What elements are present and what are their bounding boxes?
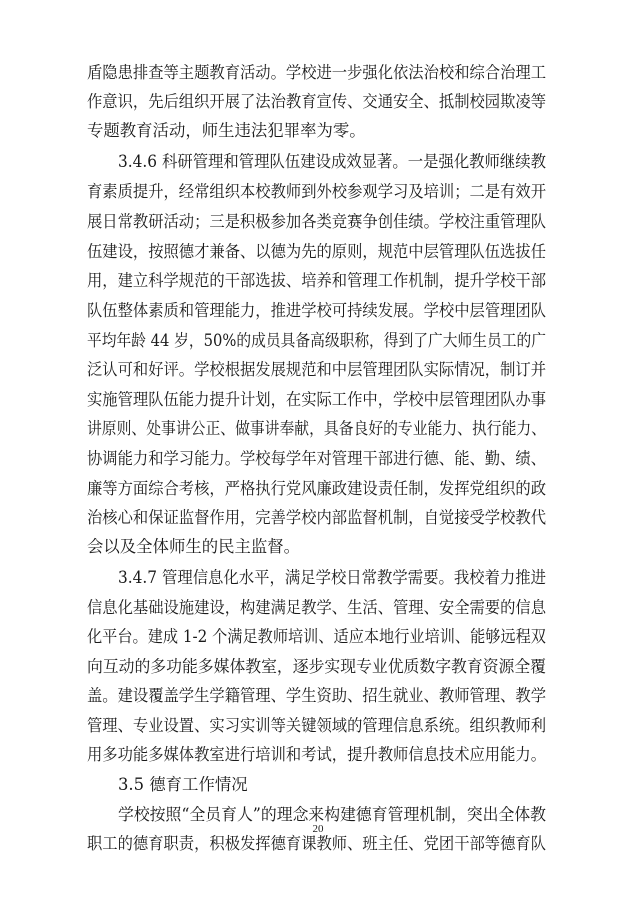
text-line: 实施管理队伍能力提升计划，在实际工作中，学校中层管理团队办事: [87, 390, 546, 409]
text-line: 队伍整体素质和管理能力，推进学校可持续发展。学校中层管理团队: [87, 301, 546, 320]
section-heading-3-4-6: 3.4.6 科研管理和管理队伍建设成效显著。一是强化教师继续教: [118, 152, 546, 171]
text-line: 管理、专业设置、实习实训等关键领域的管理信息系统。组织教师利: [87, 716, 546, 735]
text-line: 学校按照“全员育人”的理念来构建德育管理机制，突出全体教: [118, 805, 546, 824]
text-line: 泛认可和好评。学校根据发展规范和中层管理团队实际情况，制订并: [87, 360, 546, 379]
text-line: 伍建设，按照德才兼备、以德为先的原则，规范中层管理队伍选拔任: [87, 242, 546, 261]
text-line: 用多功能多媒体教室进行培训和考试，提升教师信息技术应用能力。: [87, 745, 546, 764]
text-line: 会以及全体师生的民主监督。: [87, 537, 301, 556]
section-heading-3-4-7: 3.4.7 管理信息化水平，满足学校日常教学需要。我校着力推进: [118, 568, 546, 587]
text-line: 讲原则、处事讲公正、做事讲奉献，具备良好的专业能力、执行能力、: [87, 419, 546, 438]
section-heading-3-5: 3.5 德育工作情况: [118, 775, 248, 794]
text-line: 展日常教研活动；三是积极参加各类竞赛争创佳绩。学校注重管理队: [87, 212, 546, 231]
text-line: 专题教育活动，师生违法犯罪率为零。: [87, 121, 366, 140]
text-line: 盾隐患排查等主题教育活动。学校进一步强化依法治校和综合治理工: [87, 63, 546, 82]
text-line: 用，建立科学规范的干部选拔、培养和管理工作机制，提升学校干部: [87, 271, 546, 290]
text-line: 化平台。建成 1-2 个满足教师培训、适应本地行业培训、能够远程双: [87, 627, 546, 646]
text-line: 育素质提升，经常组织本校教师到外校参观学习及培训；二是有效开: [87, 182, 546, 201]
text-line: 职工的德育职责，积极发挥德育课教师、班主任、党团干部等德育队: [87, 834, 546, 853]
page-number: 20: [312, 823, 324, 835]
text-line: 治核心和保证监督作用，完善学校内部监督机制，自觉接受学校教代: [87, 508, 546, 527]
text-line: 盖。建设覆盖学生学籍管理、学生资助、招生就业、教师管理、教学: [87, 686, 546, 705]
text-line: 平均年龄 44 岁，50%的成员具备高级职称，得到了广大师生员工的广: [87, 331, 546, 350]
text-line: 信息化基础设施建设，构建满足教学、生活、管理、安全需要的信息: [87, 598, 546, 617]
text-line: 作意识，先后组织开展了法治教育宣传、交通安全、抵制校园欺凌等: [87, 92, 546, 111]
text-line: 向互动的多功能多媒体教室，逐步实现专业优质数字教育资源全覆: [87, 657, 546, 676]
text-line: 廉等方面综合考核，严格执行党风廉政建设责任制，发挥党组织的政: [87, 479, 546, 498]
text-line: 协调能力和学习能力。学校每学年对管理干部进行德、能、勤、绩、: [87, 449, 546, 468]
